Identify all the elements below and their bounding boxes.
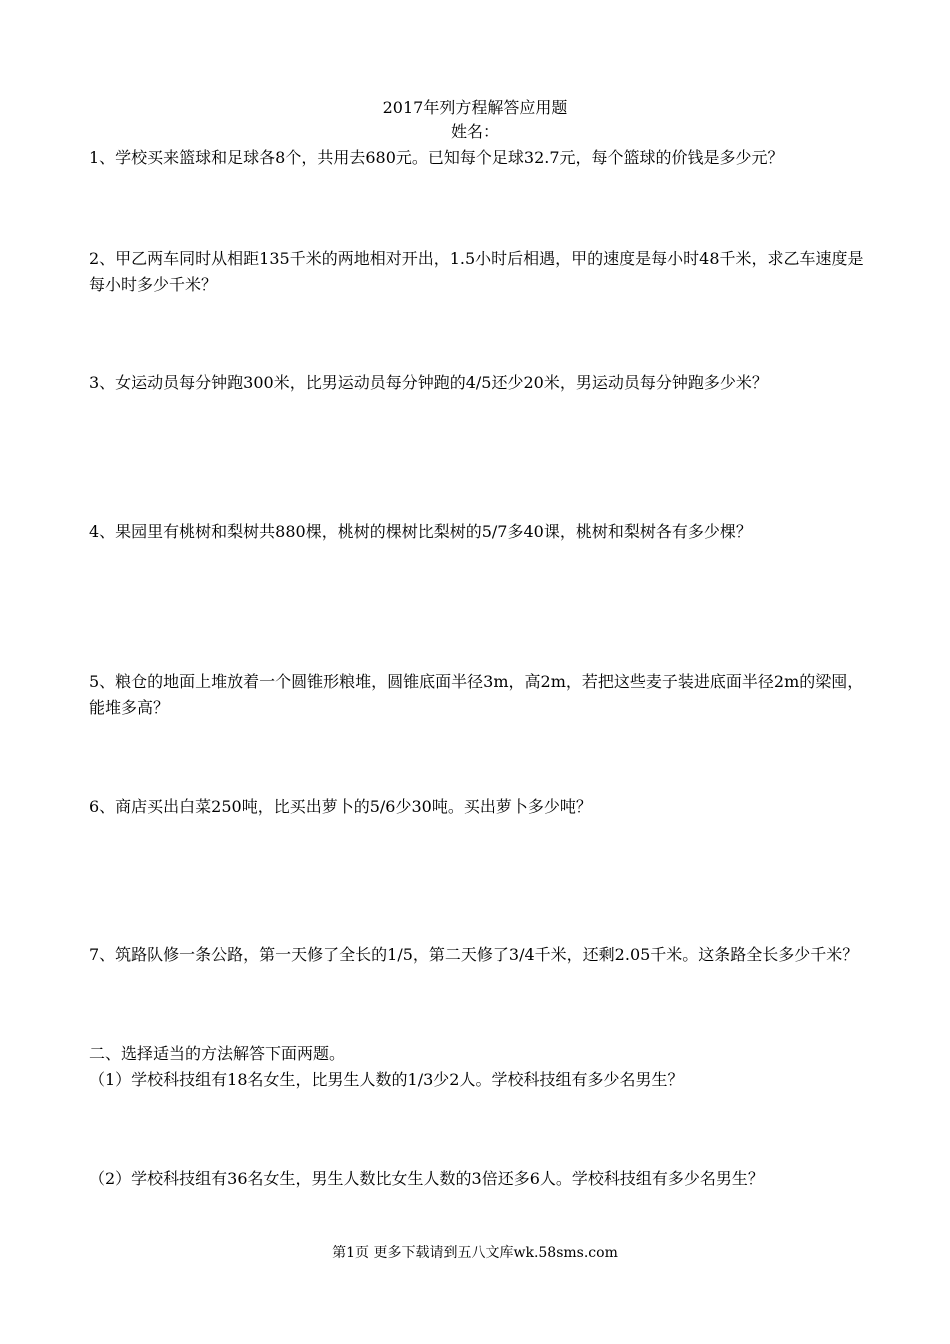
section-two-heading: 二、选择适当的方法解答下面两题。: [89, 1044, 346, 1063]
question-7: 7、筑路队修一条公路，第一天修了全长的1/5，第二天修了3/4千米，还剩2.05千米。这条路全长多少千米？: [89, 945, 859, 964]
document-title: 2017年列方程解答应用题: [382, 98, 568, 117]
question-2: 2、甲乙两车同时从相距135千米的两地相对开出，1.5小时后相遇，甲的速度是每小时48千米，求乙车速度是每小时多少千米？: [89, 249, 864, 294]
question-5: 5、粮仓的地面上堆放着一个圆锥形粮堆，圆锥底面半径3m，高2m，若把这些麦子装进底面半径2m的梁囤，能堆多高？: [89, 672, 864, 717]
section-two-item-1: （1）学校科技组有18名女生，比男生人数的1/3少2人。学校科技组有多少名男生？: [89, 1070, 684, 1089]
question-1: 1、学校买来篮球和足球各8个，共用去680元。已知每个足球32.7元，每个篮球的价钱是多少元？: [89, 148, 784, 167]
name-field-label: 姓名：: [450, 122, 499, 141]
question-3: 3、女运动员每分钟跑300米，比男运动员每分钟跑的4/5还少20米，男运动员每分钟跑多少米？: [89, 373, 768, 392]
question-6: 6、商店买出白菜250吨，比买出萝卜的5/6少30吨。买出萝卜多少吨？: [89, 797, 592, 816]
question-4: 4、果园里有桃树和梨树共880棵，桃树的棵树比梨树的5/7多40课，桃树和梨树各有多少棵？: [89, 522, 752, 541]
section-two-item-2: （2）学校科技组有36名女生，男生人数比女生人数的3倍还多6人。学校科技组有多少名男生？: [89, 1169, 764, 1188]
page-footer: 第1页 更多下载请到五八文库wk.58sms.com: [332, 1245, 618, 1261]
